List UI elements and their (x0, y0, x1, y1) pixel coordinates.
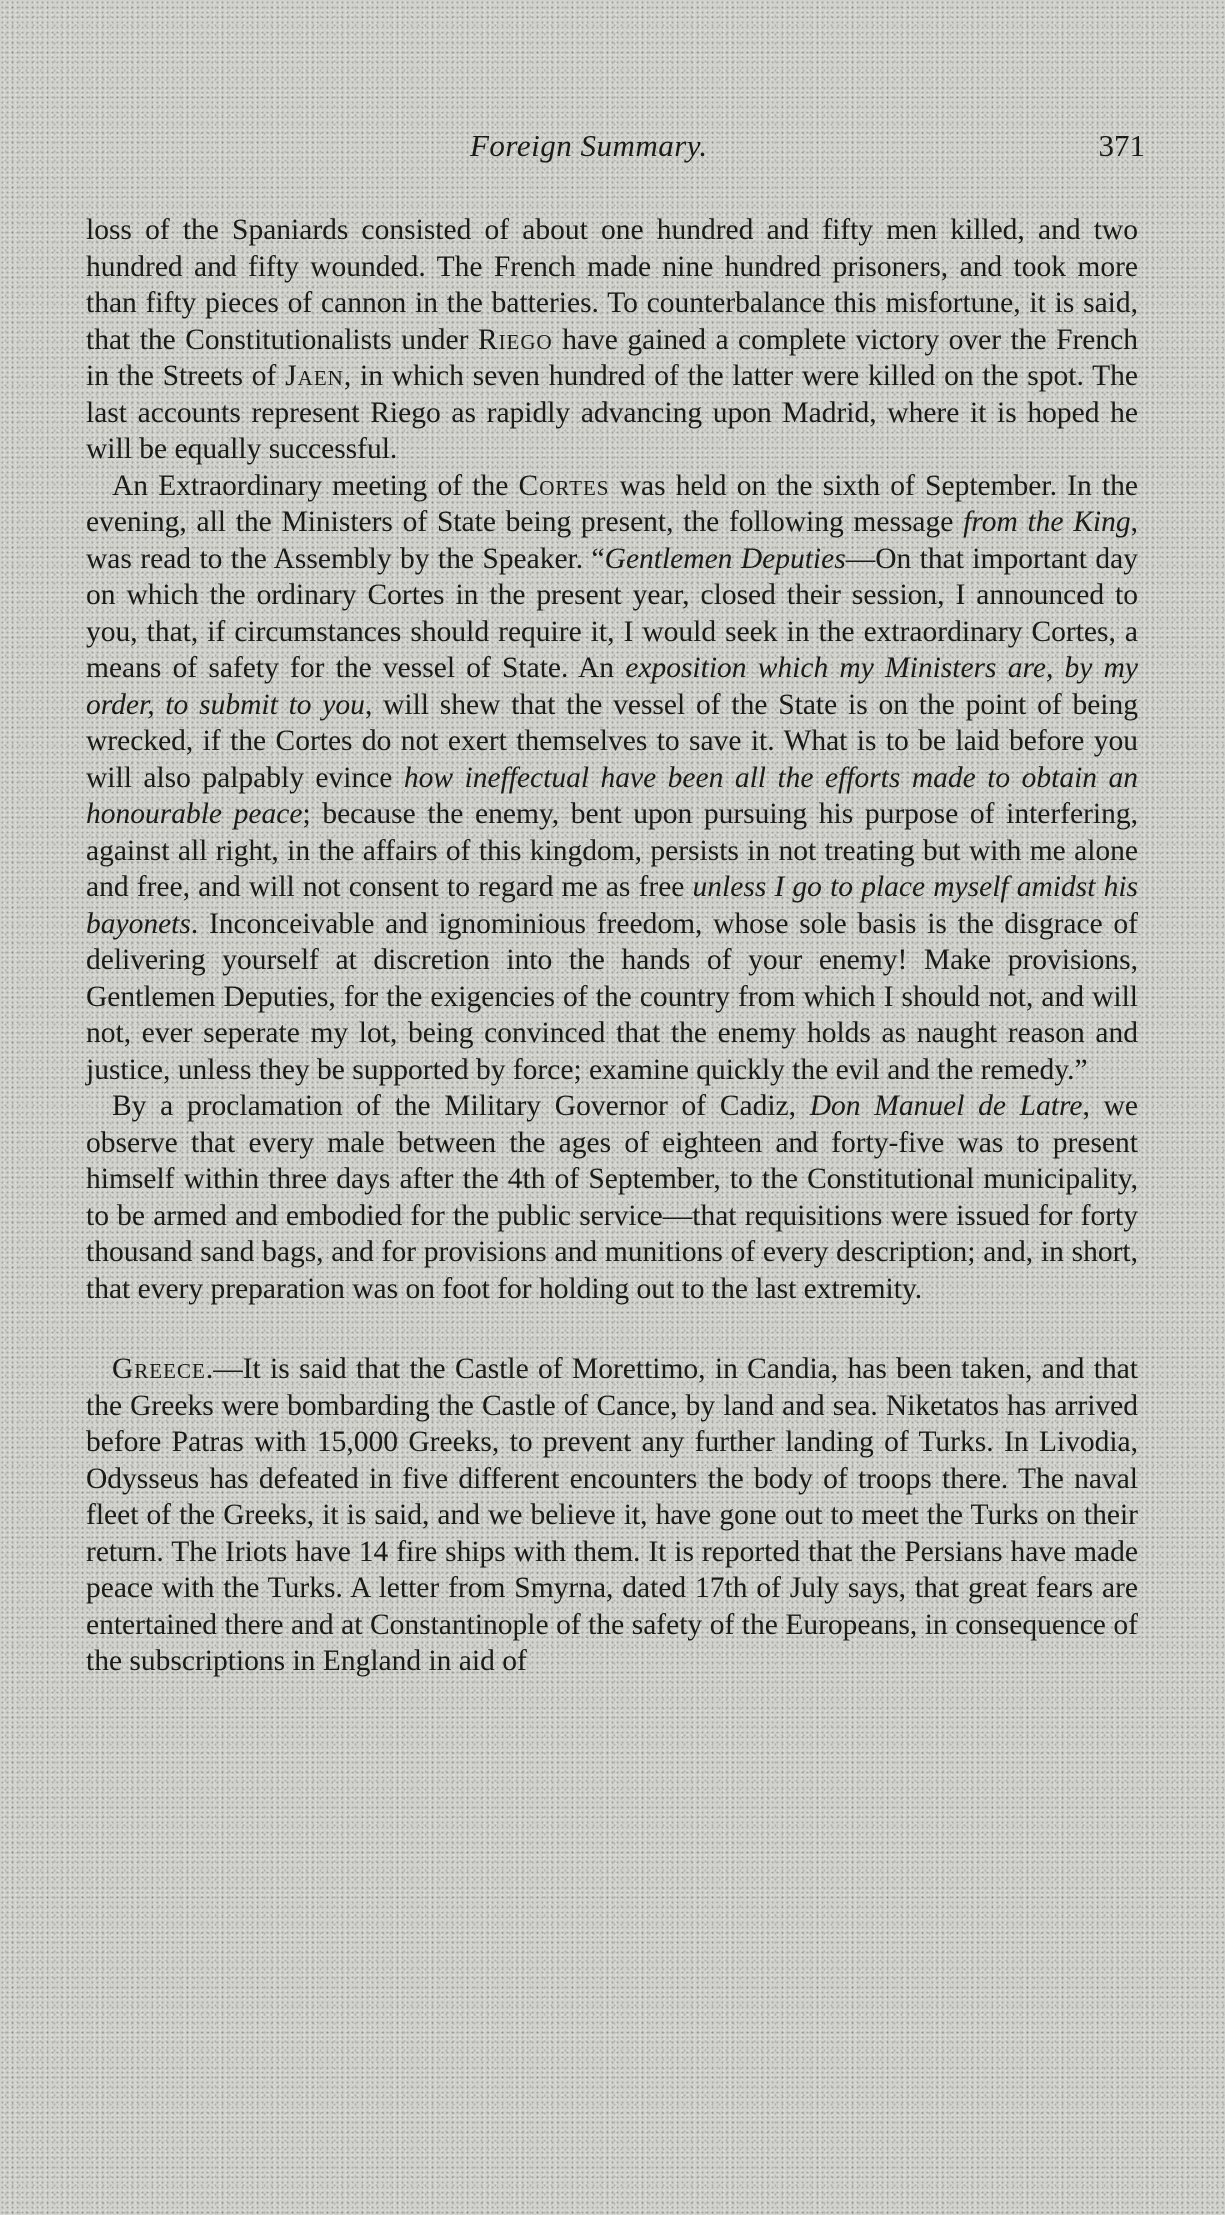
small-caps-run: Greece (112, 1353, 206, 1385)
small-caps-run: Cortes (518, 469, 610, 502)
text-run: —On that important day on which the ordinary Cortes in the present year, closed their session, I announced to you, that, if circumstances should require it, I would seek in the extraordinary Cortes, a means of safety for the vessel of State. An (86, 542, 1139, 684)
small-caps-run: Jaen (285, 360, 344, 392)
text-run: , in which seven hundred of the latter were killed on the spot. The last accounts represent Riego as rapidly advancing upon Madrid, where it is hoped he will be equally successful. (86, 360, 1138, 465)
text-run: An Extraordinary meeting of the (112, 469, 519, 502)
italic-run: unless I go to place myself amidst his bayonets (86, 871, 1139, 940)
paragraph (86, 212, 1138, 468)
text-run: ; because the enemy, bent upon pursuing his purpose of interfering, against all right, in the affairs of this kingdom, persists in not treating but with me alone and free, and will not consent to regard me as free (86, 798, 1138, 903)
small-caps-run: Riego (477, 323, 553, 356)
italic-run: Gentlemen Deputies (604, 542, 846, 575)
italic-run: how ineffectual have been all the efforts made to obtain an honourable peace (86, 761, 1138, 830)
text-run: By a proclamation of the Military Governor of Cadiz, (112, 1090, 810, 1122)
paragraph (86, 1351, 1138, 1680)
text-run: , will shew that the vessel of the State is on the point of being wrecked, if the Cortes do not exert themselves to save it. What is to be laid before you will also palpably evince (86, 688, 1138, 794)
text-run: .—It is said that the Castle of Morettimo, in Candia, has been taken, and that the Greeks were bombarding the Castle of Cance, by land and sea. Niketatos has arrived before Patras with 15,000 Greeks, to prevent any further landing of Turks. In Livodia, Odysseus has defeated in five different encounters the body of troops there. The naval fleet of the Greeks, it is said, and we believe it, have gone out to meet the Turks on their return. The Iriots have 14 fire ships with them. It is reported that the Persians have made peace with the Turks. A letter from Smyrna, dated 17th of July says, that great fears are entertained there and at Constantinople of the safety of the Europeans, in consequence of the subscriptions in England in aid of (86, 1353, 1138, 1677)
text-run: . Inconceivable and ignominious freedom, whose sole basis is the disgrace of delivering yourself at discretion into the hands of your enemy! Make provisions, Gentlemen Deputies, for the exigencies of the country from which I should not, and will not, ever seperate my lot, being convinced that the enemy holds as naught reason and justice, unless they be supported by force; examine quickly the evil and the remedy.” (86, 907, 1138, 1086)
text-run: have gained a complete victory over the French in the Streets of (86, 323, 1138, 392)
text-run: , we observe that every male between the ages of eighteen and forty-five was to present himself within three days after the 4th of September, to the Constitutional municipality, to be armed and embodied for the public service—that requisitions were issued for forty thousand sand bags, and for provisions and munitions of every description; and, in short, that every preparation was on foot for holding out to the last extremity. (86, 1090, 1139, 1305)
page-number: 371 (1098, 128, 1145, 163)
italic-run: from the King (963, 506, 1131, 538)
page-header (0, 128, 1225, 178)
text-run: , was read to the Assembly by the Speaker. “ (86, 506, 1138, 575)
paragraph (86, 468, 1138, 1089)
running-title: Foreign Summary. (470, 128, 708, 163)
italic-run: exposition which my Ministers are, by my order, to submit to you (86, 652, 1139, 721)
text-run: loss of the Spaniards consisted of about one hundred and fifty men killed, and two hundred and fifty wounded. The French made nine hundred prisoners, and took more than fifty pieces of cannon in the batteries. To counterbalance this misfortune, it is said, that the Constitutionalists under (86, 214, 1138, 356)
paragraph (86, 1088, 1138, 1307)
article-body (86, 212, 1138, 1680)
italic-run: Don Manuel de Latre (809, 1090, 1083, 1122)
text-run: was held on the sixth of September. In the evening, all the Ministers of State being present, the following message (86, 469, 1138, 538)
